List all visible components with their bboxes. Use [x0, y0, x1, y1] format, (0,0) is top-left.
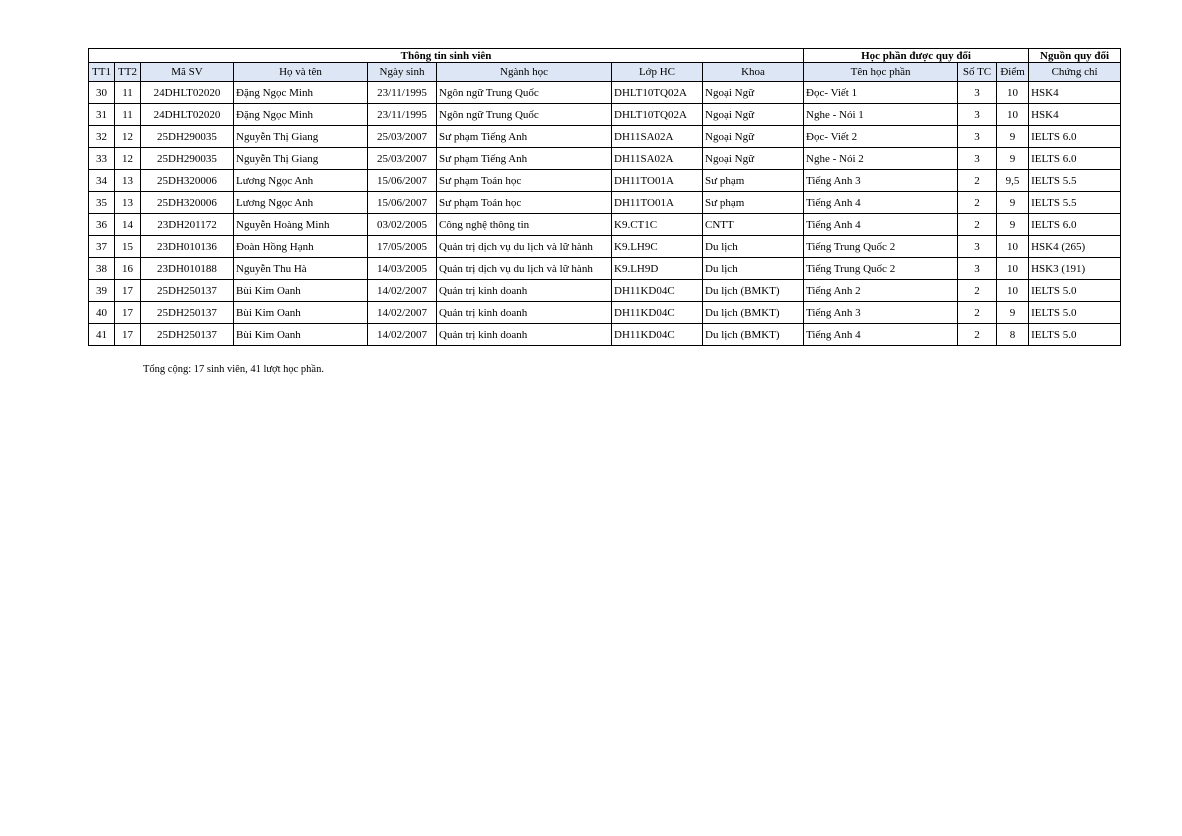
major-cell: Quản trị kinh doanh: [437, 280, 612, 302]
credits-cell: 2: [958, 280, 997, 302]
col-tt2-header: TT2: [115, 63, 141, 82]
score-cell: 10: [997, 280, 1029, 302]
score-cell: 8: [997, 324, 1029, 346]
score-cell: 10: [997, 104, 1029, 126]
class-cell: DH11SA02A: [612, 126, 703, 148]
credits-cell: 2: [958, 214, 997, 236]
summary-footer: Tổng cộng: 17 sinh viên, 41 lượt học phần.: [143, 364, 324, 375]
table-row: [89, 302, 1121, 324]
student-id-cell: 24DHLT02020: [141, 82, 234, 104]
tt1-cell: 32: [89, 126, 115, 148]
certificate-cell: HSK3 (191): [1029, 258, 1121, 280]
birth-date-cell: 14/03/2005: [368, 258, 437, 280]
tt1-cell: 33: [89, 148, 115, 170]
student-id-cell: 25DH320006: [141, 170, 234, 192]
class-cell: K9.CT1C: [612, 214, 703, 236]
class-cell: DH11TO01A: [612, 170, 703, 192]
credits-cell: 2: [958, 324, 997, 346]
certificate-cell: IELTS 5.5: [1029, 192, 1121, 214]
course-name-cell: Tiếng Anh 4: [804, 192, 958, 214]
course-name-cell: Nghe - Nói 2: [804, 148, 958, 170]
group-converted-courses: Học phần được quy đổi: [804, 49, 1029, 63]
faculty-cell: Ngoại Ngữ: [703, 148, 804, 170]
major-cell: Quản trị dịch vụ du lịch và lữ hành: [437, 236, 612, 258]
tt1-cell: 38: [89, 258, 115, 280]
col-student-id-header: Mã SV: [141, 63, 234, 82]
col-certificate-header: Chứng chỉ: [1029, 63, 1121, 82]
class-cell: DH11KD04C: [612, 280, 703, 302]
table-row: [89, 258, 1121, 280]
score-cell: 9,5: [997, 170, 1029, 192]
birth-date-cell: 15/06/2007: [368, 192, 437, 214]
col-major-header: Ngành học: [437, 63, 612, 82]
credits-cell: 3: [958, 126, 997, 148]
full-name-cell: Đoàn Hồng Hạnh: [234, 236, 368, 258]
birth-date-cell: 03/02/2005: [368, 214, 437, 236]
full-name-cell: Đặng Ngọc Minh: [234, 82, 368, 104]
certificate-cell: IELTS 5.0: [1029, 324, 1121, 346]
student-id-cell: 23DH201172: [141, 214, 234, 236]
table-row: [89, 280, 1121, 302]
tt2-cell: 17: [115, 280, 141, 302]
tt1-cell: 41: [89, 324, 115, 346]
birth-date-cell: 14/02/2007: [368, 280, 437, 302]
faculty-cell: Sư phạm: [703, 192, 804, 214]
birth-date-cell: 14/02/2007: [368, 302, 437, 324]
credits-cell: 3: [958, 236, 997, 258]
student-id-cell: 25DH290035: [141, 126, 234, 148]
class-cell: DH11SA02A: [612, 148, 703, 170]
tt1-cell: 35: [89, 192, 115, 214]
faculty-cell: Du lịch: [703, 258, 804, 280]
certificate-cell: IELTS 6.0: [1029, 126, 1121, 148]
student-id-cell: 25DH250137: [141, 302, 234, 324]
credits-cell: 3: [958, 104, 997, 126]
credits-cell: 2: [958, 302, 997, 324]
tt2-cell: 11: [115, 104, 141, 126]
full-name-cell: Nguyễn Thị Giang: [234, 148, 368, 170]
col-faculty-header: Khoa: [703, 63, 804, 82]
birth-date-cell: 23/11/1995: [368, 104, 437, 126]
certificate-cell: IELTS 6.0: [1029, 214, 1121, 236]
tt2-cell: 17: [115, 324, 141, 346]
table-body: [89, 82, 1121, 346]
student-id-cell: 25DH250137: [141, 280, 234, 302]
full-name-cell: Đặng Ngọc Minh: [234, 104, 368, 126]
tt1-cell: 34: [89, 170, 115, 192]
faculty-cell: Sư phạm: [703, 170, 804, 192]
score-cell: 10: [997, 236, 1029, 258]
major-cell: Ngôn ngữ Trung Quốc: [437, 104, 612, 126]
col-score-header: Điểm: [997, 63, 1029, 82]
student-id-cell: 23DH010188: [141, 258, 234, 280]
certificate-cell: IELTS 5.0: [1029, 302, 1121, 324]
group-source: Nguồn quy đổi: [1029, 49, 1121, 63]
student-id-cell: 25DH320006: [141, 192, 234, 214]
student-id-cell: 25DH290035: [141, 148, 234, 170]
full-name-cell: Bùi Kim Oanh: [234, 280, 368, 302]
student-id-cell: 24DHLT02020: [141, 104, 234, 126]
student-id-cell: 23DH010136: [141, 236, 234, 258]
col-full-name-header: Họ và tên: [234, 63, 368, 82]
faculty-cell: Ngoại Ngữ: [703, 126, 804, 148]
col-class-header: Lớp HC: [612, 63, 703, 82]
birth-date-cell: 23/11/1995: [368, 82, 437, 104]
score-cell: 9: [997, 214, 1029, 236]
faculty-cell: CNTT: [703, 214, 804, 236]
course-name-cell: Tiếng Trung Quốc 2: [804, 258, 958, 280]
table-row: [89, 324, 1121, 346]
table-row: [89, 192, 1121, 214]
credits-cell: 2: [958, 170, 997, 192]
full-name-cell: Nguyễn Thị Giang: [234, 126, 368, 148]
full-name-cell: Lương Ngọc Anh: [234, 170, 368, 192]
student-id-cell: 25DH250137: [141, 324, 234, 346]
certificate-cell: IELTS 5.0: [1029, 280, 1121, 302]
score-cell: 10: [997, 82, 1029, 104]
course-name-cell: Đọc- Viết 1: [804, 82, 958, 104]
full-name-cell: Bùi Kim Oanh: [234, 302, 368, 324]
certificate-cell: HSK4: [1029, 104, 1121, 126]
tt2-cell: 16: [115, 258, 141, 280]
major-cell: Công nghệ thông tin: [437, 214, 612, 236]
course-name-cell: Tiếng Anh 4: [804, 324, 958, 346]
full-name-cell: Lương Ngọc Anh: [234, 192, 368, 214]
group-student-info: Thông tin sinh viên: [89, 49, 804, 63]
major-cell: Quản trị kinh doanh: [437, 302, 612, 324]
birth-date-cell: 17/05/2005: [368, 236, 437, 258]
course-name-cell: Tiếng Anh 3: [804, 302, 958, 324]
faculty-cell: Ngoại Ngữ: [703, 104, 804, 126]
major-cell: Ngôn ngữ Trung Quốc: [437, 82, 612, 104]
conversion-table: [88, 48, 1121, 346]
major-cell: Sư phạm Toán học: [437, 192, 612, 214]
full-name-cell: Bùi Kim Oanh: [234, 324, 368, 346]
table-row: [89, 170, 1121, 192]
major-cell: Sư phạm Toán học: [437, 170, 612, 192]
faculty-cell: Du lịch (BMKT): [703, 324, 804, 346]
class-cell: DH11KD04C: [612, 324, 703, 346]
major-cell: Quản trị dịch vụ du lịch và lữ hành: [437, 258, 612, 280]
faculty-cell: Du lịch (BMKT): [703, 302, 804, 324]
full-name-cell: Nguyễn Thu Hà: [234, 258, 368, 280]
course-name-cell: Đọc- Viết 2: [804, 126, 958, 148]
tt2-cell: 12: [115, 126, 141, 148]
table-row: [89, 148, 1121, 170]
tt1-cell: 40: [89, 302, 115, 324]
tt1-cell: 30: [89, 82, 115, 104]
credits-cell: 3: [958, 258, 997, 280]
header-group-row: [89, 49, 1121, 63]
major-cell: Sư phạm Tiếng Anh: [437, 148, 612, 170]
table-row: [89, 82, 1121, 104]
class-cell: DH11TO01A: [612, 192, 703, 214]
certificate-cell: HSK4 (265): [1029, 236, 1121, 258]
table-row: [89, 104, 1121, 126]
certificate-cell: HSK4: [1029, 82, 1121, 104]
course-name-cell: Tiếng Trung Quốc 2: [804, 236, 958, 258]
tt1-cell: 36: [89, 214, 115, 236]
full-name-cell: Nguyễn Hoàng Minh: [234, 214, 368, 236]
column-header-row: [89, 63, 1121, 82]
tt2-cell: 15: [115, 236, 141, 258]
col-credits-header: Số TC: [958, 63, 997, 82]
course-name-cell: Tiếng Anh 4: [804, 214, 958, 236]
birth-date-cell: 15/06/2007: [368, 170, 437, 192]
tt2-cell: 14: [115, 214, 141, 236]
score-cell: 9: [997, 302, 1029, 324]
table-row: [89, 214, 1121, 236]
tt2-cell: 12: [115, 148, 141, 170]
certificate-cell: IELTS 5.5: [1029, 170, 1121, 192]
table-row: [89, 236, 1121, 258]
col-tt1-header: TT1: [89, 63, 115, 82]
col-course-name-header: Tên học phần: [804, 63, 958, 82]
major-cell: Quản trị kinh doanh: [437, 324, 612, 346]
class-cell: DH11KD04C: [612, 302, 703, 324]
course-name-cell: Tiếng Anh 2: [804, 280, 958, 302]
credits-cell: 3: [958, 148, 997, 170]
tt2-cell: 11: [115, 82, 141, 104]
birth-date-cell: 14/02/2007: [368, 324, 437, 346]
class-cell: DHLT10TQ02A: [612, 82, 703, 104]
class-cell: K9.LH9D: [612, 258, 703, 280]
tt1-cell: 37: [89, 236, 115, 258]
faculty-cell: Du lịch: [703, 236, 804, 258]
certificate-cell: IELTS 6.0: [1029, 148, 1121, 170]
birth-date-cell: 25/03/2007: [368, 126, 437, 148]
score-cell: 10: [997, 258, 1029, 280]
score-cell: 9: [997, 148, 1029, 170]
course-name-cell: Tiếng Anh 3: [804, 170, 958, 192]
course-name-cell: Nghe - Nói 1: [804, 104, 958, 126]
credits-cell: 2: [958, 192, 997, 214]
birth-date-cell: 25/03/2007: [368, 148, 437, 170]
tt2-cell: 13: [115, 192, 141, 214]
faculty-cell: Ngoại Ngữ: [703, 82, 804, 104]
class-cell: DHLT10TQ02A: [612, 104, 703, 126]
major-cell: Sư phạm Tiếng Anh: [437, 126, 612, 148]
class-cell: K9.LH9C: [612, 236, 703, 258]
score-cell: 9: [997, 126, 1029, 148]
score-cell: 9: [997, 192, 1029, 214]
tt1-cell: 31: [89, 104, 115, 126]
col-birth-date-header: Ngày sinh: [368, 63, 437, 82]
tt1-cell: 39: [89, 280, 115, 302]
credits-cell: 3: [958, 82, 997, 104]
table-row: [89, 126, 1121, 148]
tt2-cell: 13: [115, 170, 141, 192]
faculty-cell: Du lịch (BMKT): [703, 280, 804, 302]
tt2-cell: 17: [115, 302, 141, 324]
